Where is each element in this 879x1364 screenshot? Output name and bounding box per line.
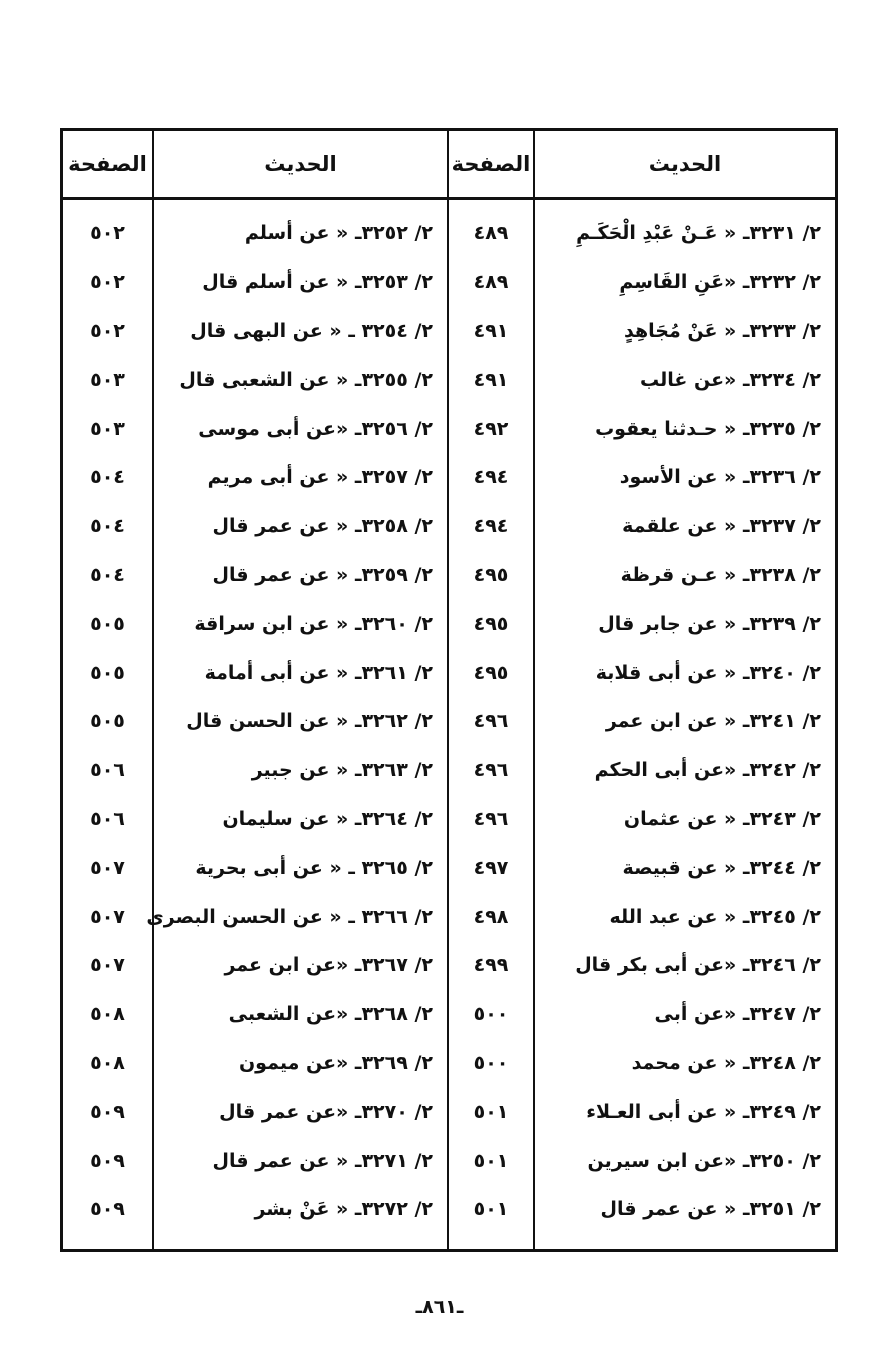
table-row xyxy=(63,307,835,356)
right-page-number: ٤٩٦ xyxy=(473,710,509,733)
left-page-number: ٥٠٤ xyxy=(90,515,125,538)
table-row xyxy=(63,1039,835,1088)
right-hadith-entry: ٢/ ٣٢٤١ـ « عن ابن عمر xyxy=(605,710,821,733)
right-page-number: ٤٩١ xyxy=(473,319,509,342)
right-hadith-entry: ٢/ ٣٢٤٢ـ «عن أبى الحكم xyxy=(594,759,821,782)
right-page-number: ٤٩٢ xyxy=(473,417,509,440)
right-hadith-entry: ٢/ ٣٢٤٣ـ « عن عثمان xyxy=(623,807,821,830)
left-page-number: ٥٠٧ xyxy=(90,954,125,977)
page-number: ـ٨٦١ـ xyxy=(415,1296,464,1318)
right-hadith-entry: ٢/ ٣٢٤٨ـ « عن محمد xyxy=(631,1051,821,1074)
right-page-number: ٤٩٧ xyxy=(473,856,509,879)
right-page-number: ٤٩٨ xyxy=(473,905,509,928)
right-page-number: ٤٩٦ xyxy=(473,807,509,830)
left-hadith-entry: ٢/ ٣٢٦٣ـ « عن جبير xyxy=(251,759,433,782)
right-page-number: ٤٩١ xyxy=(473,368,509,391)
right-hadith-entry: ٢/ ٣٢٤٤ـ « عن قبيصة xyxy=(622,856,821,879)
left-hadith-entry: ٢/ ٣٢٦٠ـ « عن ابن سراقة xyxy=(194,612,433,635)
left-page-number: ٥٠٧ xyxy=(90,905,125,928)
left-hadith-entry: ٢/ ٣٢٦٥ ـ « عن أبى بحرية xyxy=(195,856,433,879)
right-hadith-entry: ٢/ ٣٢٣١ـ « عَـنْ عَبْدِ الْحَكَـمِ xyxy=(576,222,821,245)
left-page-number: ٥٠٥ xyxy=(90,661,125,684)
table-row xyxy=(63,502,835,551)
left-page-number: ٥٠٥ xyxy=(90,710,125,733)
left-page-number: ٥٠٩ xyxy=(90,1100,125,1123)
right-page-number: ٤٩٤ xyxy=(473,466,509,489)
right-hadith-entry: ٢/ ٣٢٤٧ـ «عن أبى xyxy=(654,1003,821,1026)
left-page-number: ٥٠٨ xyxy=(90,1051,125,1074)
left-page-number: ٥٠٩ xyxy=(90,1149,125,1172)
table-row xyxy=(63,1185,835,1234)
left-page-number: ٥٠٦ xyxy=(90,807,125,830)
left-hadith-entry: ٢/ ٣٢٥٩ـ « عن عمر قال xyxy=(212,563,433,586)
left-hadith-entry: ٢/ ٣٢٧١ـ « عن عمر قال xyxy=(212,1149,433,1172)
left-hadith-entry: ٢/ ٣٢٦٨ـ «عن الشعبى xyxy=(228,1003,433,1026)
left-page-number: ٥٠٣ xyxy=(90,368,125,391)
header-right-hadith: الحديث xyxy=(648,152,722,176)
right-page-number: ٤٨٩ xyxy=(473,271,509,294)
table-row xyxy=(63,1136,835,1185)
left-page-number: ٥٠٦ xyxy=(90,759,125,782)
right-page-number: ٤٩٦ xyxy=(473,759,509,782)
table-row xyxy=(63,209,835,258)
left-hadith-entry: ٢/ ٣٢٦١ـ « عن أبى أمامة xyxy=(204,661,433,684)
table-row xyxy=(63,648,835,697)
left-hadith-entry: ٢/ ٣٢٧٢ـ « عَنْ بشر xyxy=(254,1198,433,1221)
right-page-number: ٥٠٠ xyxy=(473,1051,509,1074)
left-page-number: ٥٠٧ xyxy=(90,856,125,879)
right-hadith-entry: ٢/ ٣٢٣٢ـ «عَنِ القَاسِمِ xyxy=(619,271,821,294)
header-left-page: الصفحة xyxy=(68,152,147,176)
table-row xyxy=(63,941,835,990)
left-hadith-entry: ٢/ ٣٢٦٢ـ « عن الحسن قال xyxy=(186,710,433,733)
left-hadith-entry: ٢/ ٣٢٦٤ـ « عن سليمان xyxy=(222,807,433,830)
left-hadith-entry: ٢/ ٣٢٦٩ـ «عن ميمون xyxy=(238,1051,433,1074)
left-hadith-entry: ٢/ ٣٢٦٦ ـ « عن الحسن البصرى xyxy=(146,905,433,928)
header-right-page: الصفحة xyxy=(451,152,531,176)
table-row xyxy=(63,746,835,795)
left-page-number: ٥٠٥ xyxy=(90,612,125,635)
right-hadith-entry: ٢/ ٣٢٤٩ـ « عن أبى العـلاء xyxy=(586,1100,821,1123)
table-row xyxy=(63,990,835,1039)
right-hadith-entry: ٢/ ٣٢٥١ـ « عن عمر قال xyxy=(600,1198,821,1221)
right-page-number: ٤٩٩ xyxy=(473,954,509,977)
left-page-number: ٥٠٢ xyxy=(90,271,125,294)
left-page-number: ٥٠٣ xyxy=(90,417,125,440)
right-hadith-entry: ٢/ ٣٢٣٨ـ « عـن قرظة xyxy=(620,563,821,586)
left-hadith-entry: ٢/ ٣٢٦٧ـ «عن ابن عمر xyxy=(224,954,433,977)
right-page-number: ٥٠١ xyxy=(473,1198,509,1221)
right-hadith-entry: ٢/ ٣٢٣٣ـ « عَنْ مُجَاهِدٍ xyxy=(624,319,821,342)
header-left-hadith: الحديث xyxy=(264,152,337,176)
right-hadith-entry: ٢/ ٣٢٣٥ـ « حـدثنا يعقوب xyxy=(595,417,821,440)
table-row xyxy=(63,599,835,648)
left-hadith-entry: ٢/ ٣٢٥٦ـ «عن أبى موسى xyxy=(198,417,433,440)
right-hadith-entry: ٢/ ٣٢٤٠ـ « عن أبى قلابة xyxy=(595,661,821,684)
left-page-number: ٥٠٢ xyxy=(90,319,125,342)
table-row xyxy=(63,843,835,892)
table-body xyxy=(63,209,835,1234)
left-hadith-entry: ٢/ ٣٢٧٠ـ «عن عمر قال xyxy=(219,1100,433,1123)
table-row xyxy=(63,404,835,453)
right-page-number: ٤٩٤ xyxy=(473,515,509,538)
table-row xyxy=(63,697,835,746)
right-hadith-entry: ٢/ ٣٢٣٧ـ « عن علقمة xyxy=(622,515,821,538)
header-separator xyxy=(63,197,835,200)
left-page-number: ٥٠٤ xyxy=(90,563,125,586)
table-row xyxy=(63,453,835,502)
right-page-number: ٤٨٩ xyxy=(473,222,509,245)
left-hadith-entry: ٢/ ٣٢٥٥ـ « عن الشعبى قال xyxy=(179,368,433,391)
left-hadith-entry: ٢/ ٣٢٥٨ـ « عن عمر قال xyxy=(212,515,433,538)
left-hadith-entry: ٢/ ٣٢٥٢ـ « عن أسلم xyxy=(244,222,433,245)
right-page-number: ٥٠١ xyxy=(473,1100,509,1123)
left-hadith-entry: ٢/ ٣٢٥٣ـ « عن أسلم قال xyxy=(202,271,433,294)
right-page-number: ٤٩٥ xyxy=(473,661,509,684)
right-hadith-entry: ٢/ ٣٢٣٤ـ «عن غالب xyxy=(640,368,821,391)
right-hadith-entry: ٢/ ٣٢٤٥ـ « عن عبد الله xyxy=(609,905,821,928)
right-hadith-entry: ٢/ ٣٢٣٦ـ « عن الأسود xyxy=(619,466,821,489)
left-hadith-entry: ٢/ ٣٢٥٤ ـ « عن البهى قال xyxy=(190,319,433,342)
right-page-number: ٤٩٥ xyxy=(473,563,509,586)
left-page-number: ٥٠٤ xyxy=(90,466,125,489)
table-row xyxy=(63,892,835,941)
hadith-index-table xyxy=(60,128,838,1252)
table-row xyxy=(63,551,835,600)
right-hadith-entry: ٢/ ٣٢٣٩ـ « عن جابر قال xyxy=(598,612,821,635)
left-page-number: ٥٠٩ xyxy=(90,1198,125,1221)
table-row xyxy=(63,258,835,307)
table-row xyxy=(63,795,835,844)
right-hadith-entry: ٢/ ٣٢٤٦ـ «عن أبى بكر قال xyxy=(575,954,821,977)
right-page-number: ٤٩٥ xyxy=(473,612,509,635)
left-page-number: ٥٠٨ xyxy=(90,1003,125,1026)
table-row xyxy=(63,1087,835,1136)
right-page-number: ٥٠٠ xyxy=(473,1003,509,1026)
right-hadith-entry: ٢/ ٣٢٥٠ـ «عن ابن سيرين xyxy=(587,1149,821,1172)
left-page-number: ٥٠٢ xyxy=(90,222,125,245)
right-page-number: ٥٠١ xyxy=(473,1149,509,1172)
table-row xyxy=(63,355,835,404)
left-hadith-entry: ٢/ ٣٢٥٧ـ « عن أبى مريم xyxy=(207,466,433,489)
